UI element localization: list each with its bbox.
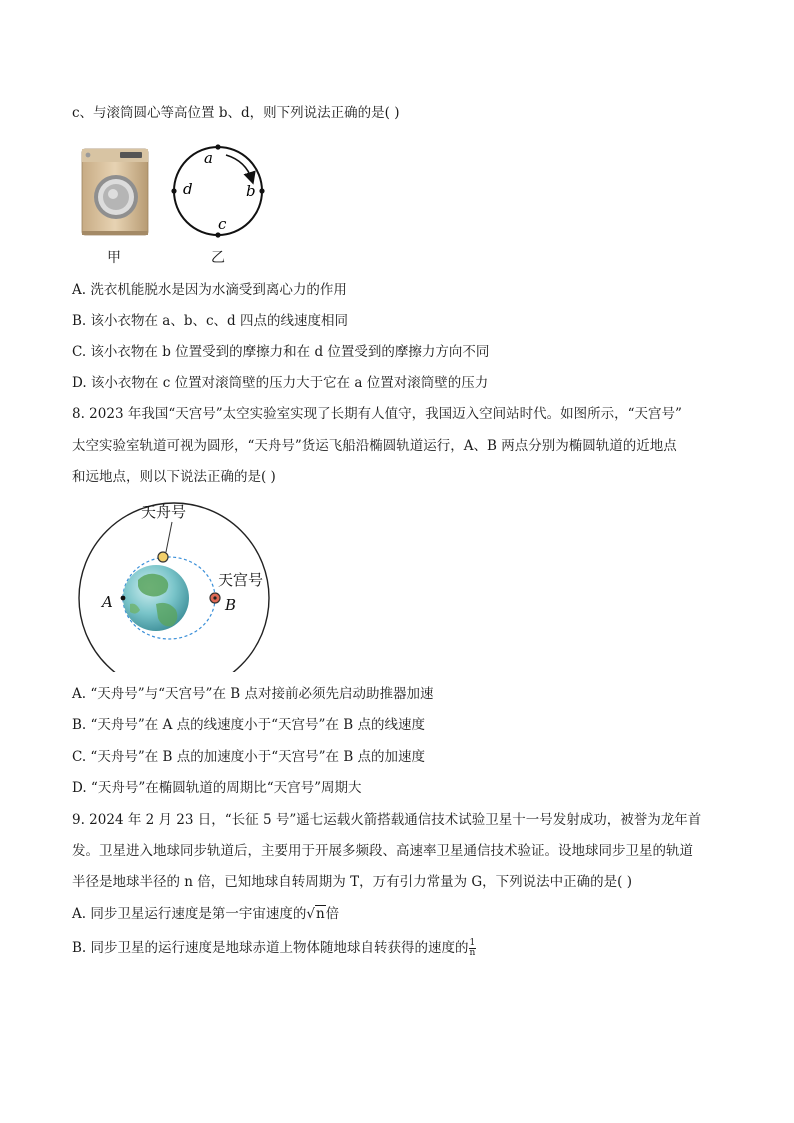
q7-option-b: B. 该小衣物在 a、b、c、d 四点的线速度相同 xyxy=(72,313,348,329)
sqrt-radicand: n xyxy=(315,906,325,922)
q9-option-b-text: B. 同步卫星的运行速度是地球赤道上物体随地球自转获得的速度的 xyxy=(72,940,469,956)
point-c-dot xyxy=(215,232,220,237)
q8-stem-line-1: 8. 2023 年我国“天宫号”太空实验室实现了长期有人值守，我国迈入空间站时代。如图所示，“天宫号” xyxy=(72,406,682,422)
label-c: c xyxy=(218,215,227,233)
q7-option-a: A. 洗衣机能脱水是因为水滴受到离心力的作用 xyxy=(72,282,347,298)
fraction-denominator: n xyxy=(469,948,476,958)
q7-stem-tail: c、与滚筒圆心等高位置 b、d，则下列说法正确的是( ) xyxy=(72,105,400,121)
q9-option-a-suffix: 倍 xyxy=(325,906,340,922)
figure-caption-yi: 乙 xyxy=(211,250,225,266)
q9-option-a-text: A. 同步卫星运行速度是第一宇宙速度的 xyxy=(72,906,307,922)
figure-caption-jia: 甲 xyxy=(107,250,121,266)
label-d: d xyxy=(183,180,193,198)
q9-stem-line-1: 9. 2024 年 2 月 23 日，“长征 5 号”遥七运载火箭搭载通信技术试验卫星十一号发射成功，被誉为龙年首 xyxy=(72,812,702,828)
q9-stem-line-3: 半径是地球半径的 n 倍，已知地球自转周期为 T，万有引力常量为 G，下列说法中正确的是( ) xyxy=(72,874,632,890)
label-B: B xyxy=(225,596,237,614)
q7-option-d: D. 该小衣物在 c 位置对滚筒壁的压力大于它在 a 位置对滚筒壁的压力 xyxy=(72,375,489,391)
drum-circle-diagram xyxy=(168,144,268,244)
orbit-diagram xyxy=(76,500,276,672)
q8-stem-line-2: 太空实验室轨道可视为圆形，“天舟号”货运飞船沿椭圆轨道运行，A、B 两点分别为椭圆轨道的近地点 xyxy=(72,438,677,454)
fraction-1-over-n xyxy=(469,939,477,958)
q8-option-d: D. “天舟号”在椭圆轨道的周期比“天宫号”周期大 xyxy=(72,780,362,796)
q8-option-b: B. “天舟号”在 A 点的线速度小于“天宫号”在 B 点的线速度 xyxy=(72,717,425,733)
label-b: b xyxy=(246,182,256,200)
q9-stem-line-2: 发。卫星进入地球同步轨道后，主要用于开展多频段、高速率卫星通信技术验证。设地球同步卫星的轨道 xyxy=(72,843,693,859)
q9-option-a xyxy=(72,905,339,923)
point-A-dot xyxy=(121,596,126,601)
q8-option-a: A. “天舟号”与“天宫号”在 B 点对接前必须先启动助推器加速 xyxy=(72,686,434,702)
label-tianzhou: 天舟号 xyxy=(141,503,187,521)
point-b-dot xyxy=(259,188,264,193)
q7-option-c: C. 该小衣物在 b 位置受到的摩擦力和在 d 位置受到的摩擦力方向不同 xyxy=(72,344,490,360)
tianzhou-spacecraft-icon xyxy=(158,552,168,562)
sqrt-n-expression: √n xyxy=(306,906,325,922)
fraction-numerator: 1 xyxy=(469,938,476,948)
q8-option-c: C. “天舟号”在 B 点的加速度小于“天宫号”在 B 点的加速度 xyxy=(72,749,426,765)
point-a-dot xyxy=(215,144,220,149)
earth-icon xyxy=(123,565,189,631)
tianzhou-leader-line xyxy=(166,522,172,552)
label-A: A xyxy=(102,593,113,611)
label-tiangong: 天宫号 xyxy=(218,571,264,589)
q9-option-b xyxy=(72,939,476,958)
washing-machine-image xyxy=(80,147,152,239)
label-a: a xyxy=(204,149,213,167)
point-d-dot xyxy=(171,188,176,193)
q8-stem-line-3: 和远地点，则以下说法正确的是( ) xyxy=(72,469,276,485)
